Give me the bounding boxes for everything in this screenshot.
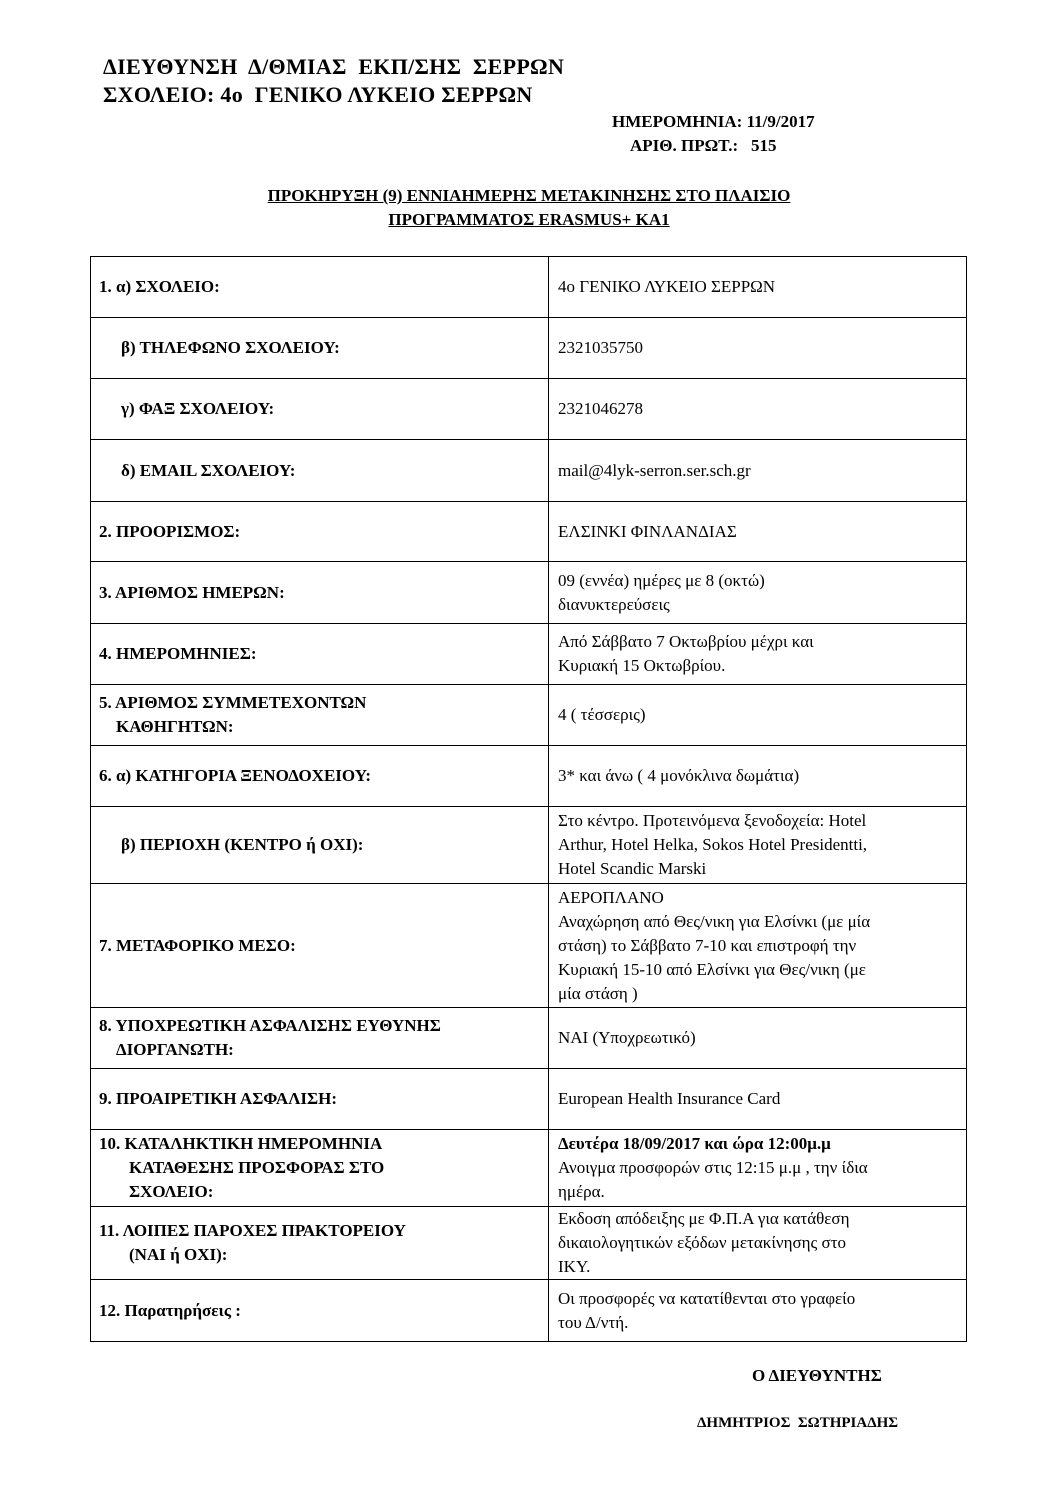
row-label: 6. α) ΚΑΤΗΓΟΡΙΑ ΞΕΝΟΔΟΧΕΙΟΥ: <box>91 746 549 807</box>
row-label: β) ΠΕΡΙΟΧΗ (ΚΕΝΤΡΟ ή ΟΧΙ): <box>91 807 549 884</box>
document-date: ΗΜΕΡΟΜΗΝΙΑ: 11/9/2017 <box>612 112 815 131</box>
signatory-role: Ο ΔΙΕΥΘΥΝΤΗΣ <box>752 1366 882 1385</box>
row-value: ΑΕΡΟΠΛΑΝΟ Αναχώρηση από Θες/νικη για Ελσίνκι (με μία στάση) το Σάββατο 7-10 και επιστροφή την Κυριακή 15-10 από Ελσίνκι για Θες/νικη (με μία στάση ) <box>549 884 967 1008</box>
table-row <box>91 1280 967 1342</box>
row-value: Από Σάββατο 7 Οκτωβρίου μέχρι και Κυριακή 15 Οκτωβρίου. <box>549 624 967 685</box>
table-row <box>91 1069 967 1130</box>
title-line-2: ΠΡΟΓΡΑΜΜΑΤΟΣ ERASMUS+ KA1 <box>388 210 670 229</box>
row-label: γ) ΦΑΞ ΣΧΟΛΕΙΟΥ: <box>91 379 549 440</box>
row-label: δ) EMAIL ΣΧΟΛΕΙΟΥ: <box>91 440 549 502</box>
table-row <box>91 1130 967 1207</box>
table-row <box>91 1008 967 1069</box>
row-label: 3. ΑΡΙΘΜΟΣ ΗΜΕΡΩΝ: <box>91 562 549 624</box>
table-row <box>91 562 967 624</box>
row-label: 1. α) ΣΧΟΛΕΙΟ: <box>91 257 549 318</box>
row-label: β) ΤΗΛΕΦΩΝΟ ΣΧΟΛΕΙΟΥ: <box>91 318 549 379</box>
school-email: mail@4lyk-serron.ser.sch.gr <box>558 460 751 480</box>
row-value: European Health Insurance Card <box>549 1069 967 1130</box>
trip-details-table <box>90 256 967 1342</box>
table-row <box>91 440 967 502</box>
row-value: Εκδοση απόδειξης με Φ.Π.Α για κατάθεση δικαιολογητικών εξόδων μετακίνησης στο ΙΚΥ. <box>549 1207 967 1280</box>
row-value: Στο κέντρο. Προτεινόμενα ξενοδοχεία: Hotel Arthur, Hotel Helka, Sokos Hotel Presidentti, Hotel Scandic Marski <box>549 807 967 884</box>
announcement-title <box>120 184 938 232</box>
deadline: Δευτέρα 18/09/2017 και ώρα 12:00μ.μ <box>558 1134 831 1153</box>
row-value: Οι προσφορές να κατατίθενται στο γραφείο του Δ/ντή. <box>549 1280 967 1342</box>
table-row <box>91 257 967 318</box>
row-value: 09 (εννέα) ημέρες με 8 (οκτώ) διανυκτερεύσεις <box>549 562 967 624</box>
protocol-number: ΑΡΙΘ. ΠΡΩΤ.: 515 <box>630 136 777 155</box>
directorate-heading: ΔΙΕΥΘΥΝΣΗ Δ/ΘΜΙΑΣ ΕΚΠ/ΣΗΣ ΣΕΡΡΩΝ <box>103 54 565 79</box>
title-line-1: ΠΡΟΚΗΡΥΞΗ (9) ΕΝΝΙΑΗΜΕΡΗΣ ΜΕΤΑΚΙΝΗΣΗΣ ΣΤΟ ΠΛΑΙΣΙΟ <box>267 186 791 205</box>
row-value: 4ο ΓΕΝΙΚΟ ΛΥΚΕΙΟ ΣΕΡΡΩΝ <box>549 257 967 318</box>
table-row <box>91 502 967 562</box>
table-row <box>91 746 967 807</box>
row-label: 2. ΠΡΟΟΡΙΣΜΟΣ: <box>91 502 549 562</box>
row-label: 12. Παρατηρήσεις : <box>91 1280 549 1342</box>
row-label: 10. ΚΑΤΑΛΗΚΤΙΚΗ ΗΜΕΡΟΜΗΝΙΑ ΚΑΤΑΘΕΣΗΣ ΠΡΟΣΦΟΡΑΣ ΣΤΟ ΣΧΟΛΕΙΟ: <box>91 1130 549 1207</box>
table-row <box>91 884 967 1008</box>
row-value: 2321035750 <box>549 318 967 379</box>
row-value: Δευτέρα 18/09/2017 και ώρα 12:00μ.μ Ανοιγμα προσφορών στις 12:15 μ.μ , την ίδια ημέρα. <box>549 1130 967 1207</box>
row-label: 7. ΜΕΤΑΦΟΡΙΚΟ ΜΕΣΟ: <box>91 884 549 1008</box>
table-row <box>91 318 967 379</box>
row-value: ΝΑΙ (Υποχρεωτικό) <box>549 1008 967 1069</box>
row-value: 4 ( τέσσερις) <box>549 685 967 746</box>
row-label: 4. ΗΜΕΡΟΜΗΝΙΕΣ: <box>91 624 549 685</box>
row-label: 8. ΥΠΟΧΡΕΩΤΙΚΗ ΑΣΦΑΛΙΣΗΣ ΕΥΘΥΝΗΣ ΔΙΟΡΓΑΝΩΤΗ: <box>91 1008 549 1069</box>
row-value <box>549 440 967 502</box>
table-row <box>91 685 967 746</box>
signatory-name: ΔΗΜΗΤΡΙΟΣ ΣΩΤΗΡΙΑΔΗΣ <box>697 1415 899 1431</box>
row-value: 2321046278 <box>549 379 967 440</box>
table-row <box>91 379 967 440</box>
table-row <box>91 624 967 685</box>
row-value: ΕΛΣΙΝΚΙ ΦΙΝΛΑΝΔΙΑΣ <box>549 502 967 562</box>
row-label: 5. ΑΡΙΘΜΟΣ ΣΥΜΜΕΤΕΧΟΝΤΩΝ ΚΑΘΗΓΗΤΩΝ: <box>91 685 549 746</box>
row-label: 9. ΠΡΟΑΙΡΕΤΙΚΗ ΑΣΦΑΛΙΣΗ: <box>91 1069 549 1130</box>
table-row <box>91 1207 967 1280</box>
row-label: 11. ΛΟΙΠΕΣ ΠΑΡΟΧΕΣ ΠΡΑΚΤΟΡΕΙΟΥ (ΝΑΙ ή ΟΧΙ): <box>91 1207 549 1280</box>
table-row <box>91 807 967 884</box>
row-value: 3* και άνω ( 4 μονόκλινα δωμάτια) <box>549 746 967 807</box>
school-heading: ΣΧΟΛΕΙΟ: 4ο ΓΕΝΙΚΟ ΛΥΚΕΙΟ ΣΕΡΡΩΝ <box>103 82 533 107</box>
